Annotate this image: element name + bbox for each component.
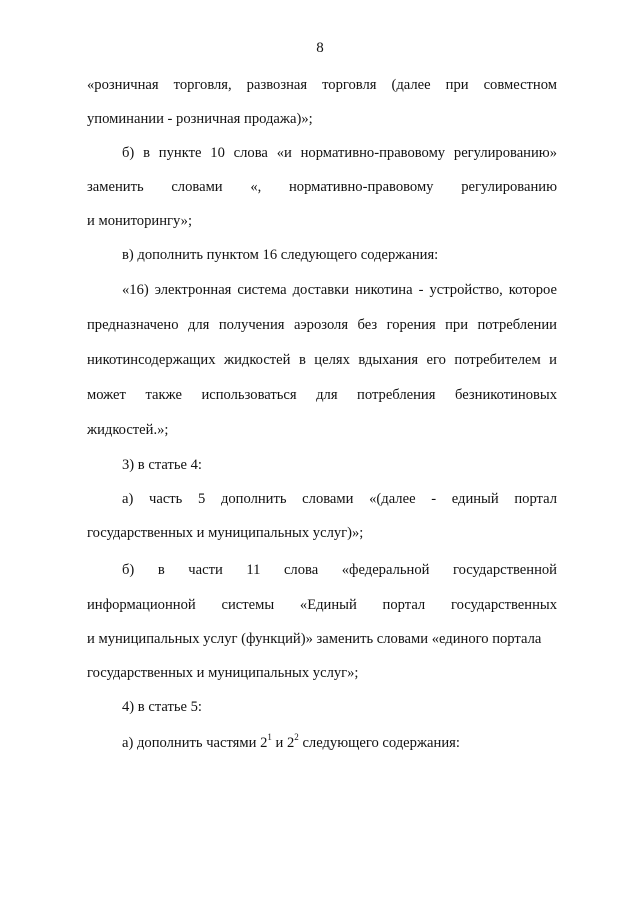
text-line: жидкостей.»; <box>87 422 169 438</box>
text-line: и муниципальных услуг (функций)» заменить словами «единого портала <box>87 631 542 647</box>
text-line: в) дополнить пунктом 16 следующего содержания: <box>122 247 439 263</box>
text-fragment: и 2 <box>271 735 295 751</box>
text-fragment: а) дополнить частями 2 <box>122 735 268 751</box>
superscript: 2 <box>294 732 299 743</box>
text-line <box>122 734 557 752</box>
text-line: государственных и муниципальных услуг»; <box>87 665 359 681</box>
text-line: б) в пункте 10 слова «и нормативно-правовому регулированию» <box>122 145 557 161</box>
text-line: и мониторингу»; <box>87 213 193 229</box>
text-line: упоминании - розничная продажа)»; <box>87 111 313 127</box>
superscript: 1 <box>267 732 272 743</box>
text-fragment: следующего содержания: <box>298 735 460 751</box>
text-line: «16) электронная система доставки никотина - устройство, которое <box>122 282 557 298</box>
text-line: предназначено для получения аэрозоля без горения при потреблении <box>87 317 557 333</box>
text-line: 3) в статье 4: <box>122 457 202 473</box>
text-line: государственных и муниципальных услуг)»; <box>87 525 364 541</box>
text-line: 4) в статье 5: <box>122 699 202 715</box>
text-line: а) часть 5 дополнить словами «(далее - единый портал <box>122 491 557 507</box>
text-line: информационной системы «Единый портал государственных <box>87 597 557 613</box>
text-line: заменить словами «, нормативно-правовому регулированию <box>87 179 557 195</box>
page-number: 8 <box>316 40 324 56</box>
text-line: может также использоваться для потребления безникотиновых <box>87 387 557 403</box>
text-line: б) в части 11 слова «федеральной государственной <box>122 562 557 578</box>
text-line: никотинсодержащих жидкостей в целях вдыхания его потребителем и <box>87 352 557 368</box>
text-line: «розничная торговля, развозная торговля (далее при совместном <box>87 77 557 93</box>
